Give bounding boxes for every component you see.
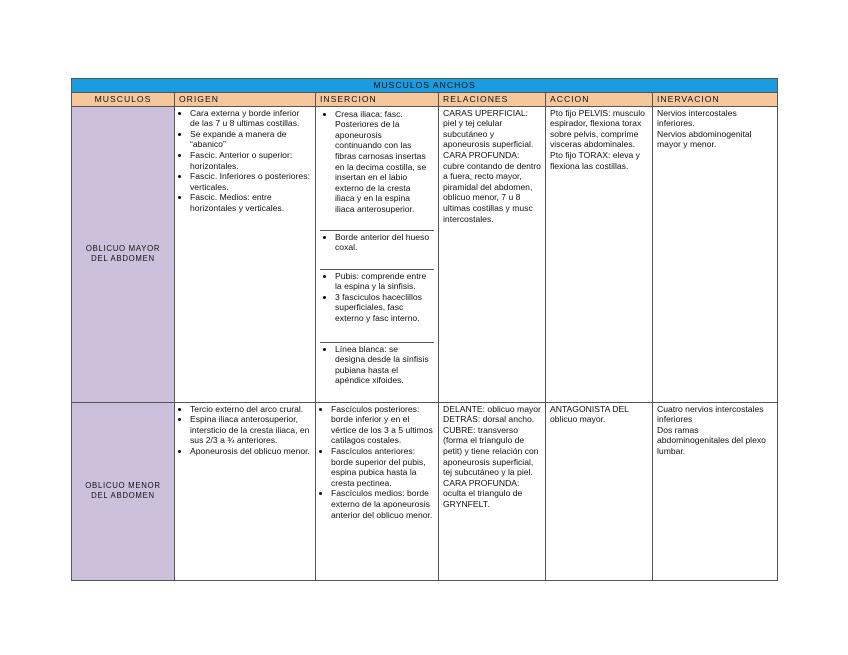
accion-text: ANTAGONISTA DEL oblicuo mayor. xyxy=(550,403,629,425)
muscle-name: OBLICUO MAYOR xyxy=(85,243,161,253)
inervacion-text: Dos ramas abdominogenitales del plexo lumbar. xyxy=(657,424,766,456)
header-musculos: MUSCULOS xyxy=(72,93,175,107)
muscles-table xyxy=(71,78,778,581)
muscle-name: OBLICUO MENOR xyxy=(85,480,161,490)
accion-cell xyxy=(546,402,653,580)
relaciones-text: DELANTE: oblicuo mayor xyxy=(443,403,541,414)
table-row xyxy=(72,402,778,580)
list-item: • Fascic. Medios: entre horizontales y verticales. xyxy=(190,192,311,213)
inervacion-text: Nervios abdominogenital mayor y menor. xyxy=(657,128,752,150)
list-item: • Aponeurosis del oblicuo menor. xyxy=(190,446,311,457)
origen-cell xyxy=(175,106,316,402)
list-item: • Cresa iliaca: fasc. Posteriores de la aponeurosis continuando con las fibras carnosas insertas en la decima costilla, se insertan en el labio externo de la cresta iliaca y en la espina iliaca anterosuperior. xyxy=(335,109,430,215)
list-item: • Fascículos anteriores: borde superior del pubis, espina pubica hasta la cresta pectinea. xyxy=(331,446,434,488)
relaciones-text: CUBRE: transverso (forma el triangulo de petit) y tiene relación con aponeurosis superficial, tej subcutáneo y la piel. xyxy=(443,424,539,478)
header-accion: ACCION xyxy=(546,93,653,107)
relaciones-text: CARAS UPERFICIAL: piel y tej celular subcutáneo y aponeurosis superficial. xyxy=(443,107,534,150)
header-relaciones: RELACIONES xyxy=(439,93,546,107)
list-item: • 3 fasciculos haceclillos superficiales, fasc externo y fasc interno. xyxy=(335,292,430,324)
list-item: • Pubis: comprende entre la espina y la sinfisis. xyxy=(335,271,430,292)
muscle-name: DEL ABDOMEN xyxy=(91,491,155,501)
muscle-name-cell xyxy=(72,106,175,402)
inervacion-text: Nervios intercostales inferiores. xyxy=(657,107,737,129)
accion-text: Pto fijo TORAX: eleva y flexiona las costillas. xyxy=(550,149,640,171)
insercion-subcell xyxy=(320,269,434,342)
table-title-row xyxy=(72,79,778,93)
list-item: • Borde anterior del hueso coxal. xyxy=(335,232,430,253)
relaciones-text: CARA PROFUNDA: oculta el triangulo de GRYNFELT. xyxy=(443,477,523,509)
list-item: • Línea blanca: se designa desde la sínfisis pubiana hasta el apéndice xifoides. xyxy=(335,344,430,386)
list-item: • Fascic. Anterior o superior: horizontales. xyxy=(190,150,311,171)
list-item: • Tercio externo del arco crural. xyxy=(190,404,311,415)
origen-list xyxy=(179,404,311,457)
list-item: • Cara externa y borde inferior de las 7 u 8 ultimas costillas. xyxy=(190,108,311,129)
relaciones-text: DETRÁS: dorsal ancho. xyxy=(443,414,535,425)
insercion-cell xyxy=(316,106,439,402)
list-item: • Fascículos posteriores: borde inferior y en el vértice de los 3 a 5 ultimos catilagos costales. xyxy=(331,404,434,446)
insercion-subcell xyxy=(320,230,434,269)
accion-cell xyxy=(546,106,653,402)
inervacion-text: Cuatro nervios intercostales inferiores xyxy=(657,403,764,425)
table-header-row xyxy=(72,93,778,107)
list-item: • Fascículos medios: borde externo de la aponeurosis anterior del oblicuo menor. xyxy=(331,488,434,520)
muscle-name-cell xyxy=(72,402,175,580)
list-item: • Se expande a manera de “abanico” xyxy=(190,129,311,150)
relaciones-text: CARA PROFUNDA: cubre contando de dentro a fuera, recto mayor, piramidal del abdomen, oblicuo menor, 7 u 8 ultimas costillas y musc intercostales. xyxy=(443,149,541,224)
insercion-cell xyxy=(316,402,439,580)
insercion-subcell xyxy=(320,108,434,230)
list-item: • Fascic. Inferiores o posteriores: verticales. xyxy=(190,171,311,192)
insercion-list xyxy=(320,404,434,521)
header-inervacion: INERVACION xyxy=(653,93,778,107)
origen-list xyxy=(179,108,311,214)
inervacion-cell xyxy=(653,402,778,580)
relaciones-cell xyxy=(439,106,546,402)
muscle-name: DEL ABDOMEN xyxy=(91,254,155,264)
insercion-subcell xyxy=(320,342,434,387)
relaciones-cell xyxy=(439,402,546,580)
inervacion-cell xyxy=(653,106,778,402)
table-title: MUSCULOS ANCHOS xyxy=(72,79,778,93)
header-origen: ORIGEN xyxy=(175,93,316,107)
accion-text: Pto fijo PELVIS: musculo espirador, flexiona torax sobre pelvis, comprime visceras abdominales. xyxy=(550,107,645,150)
header-insercion: INSERCION xyxy=(316,93,439,107)
origen-cell xyxy=(175,402,316,580)
table-row xyxy=(72,106,778,402)
list-item: • Espina iliaca anterosuperior, intersticio de la cresta iliaca, en sus 2/3 a ¾ anteriores. xyxy=(190,414,311,446)
